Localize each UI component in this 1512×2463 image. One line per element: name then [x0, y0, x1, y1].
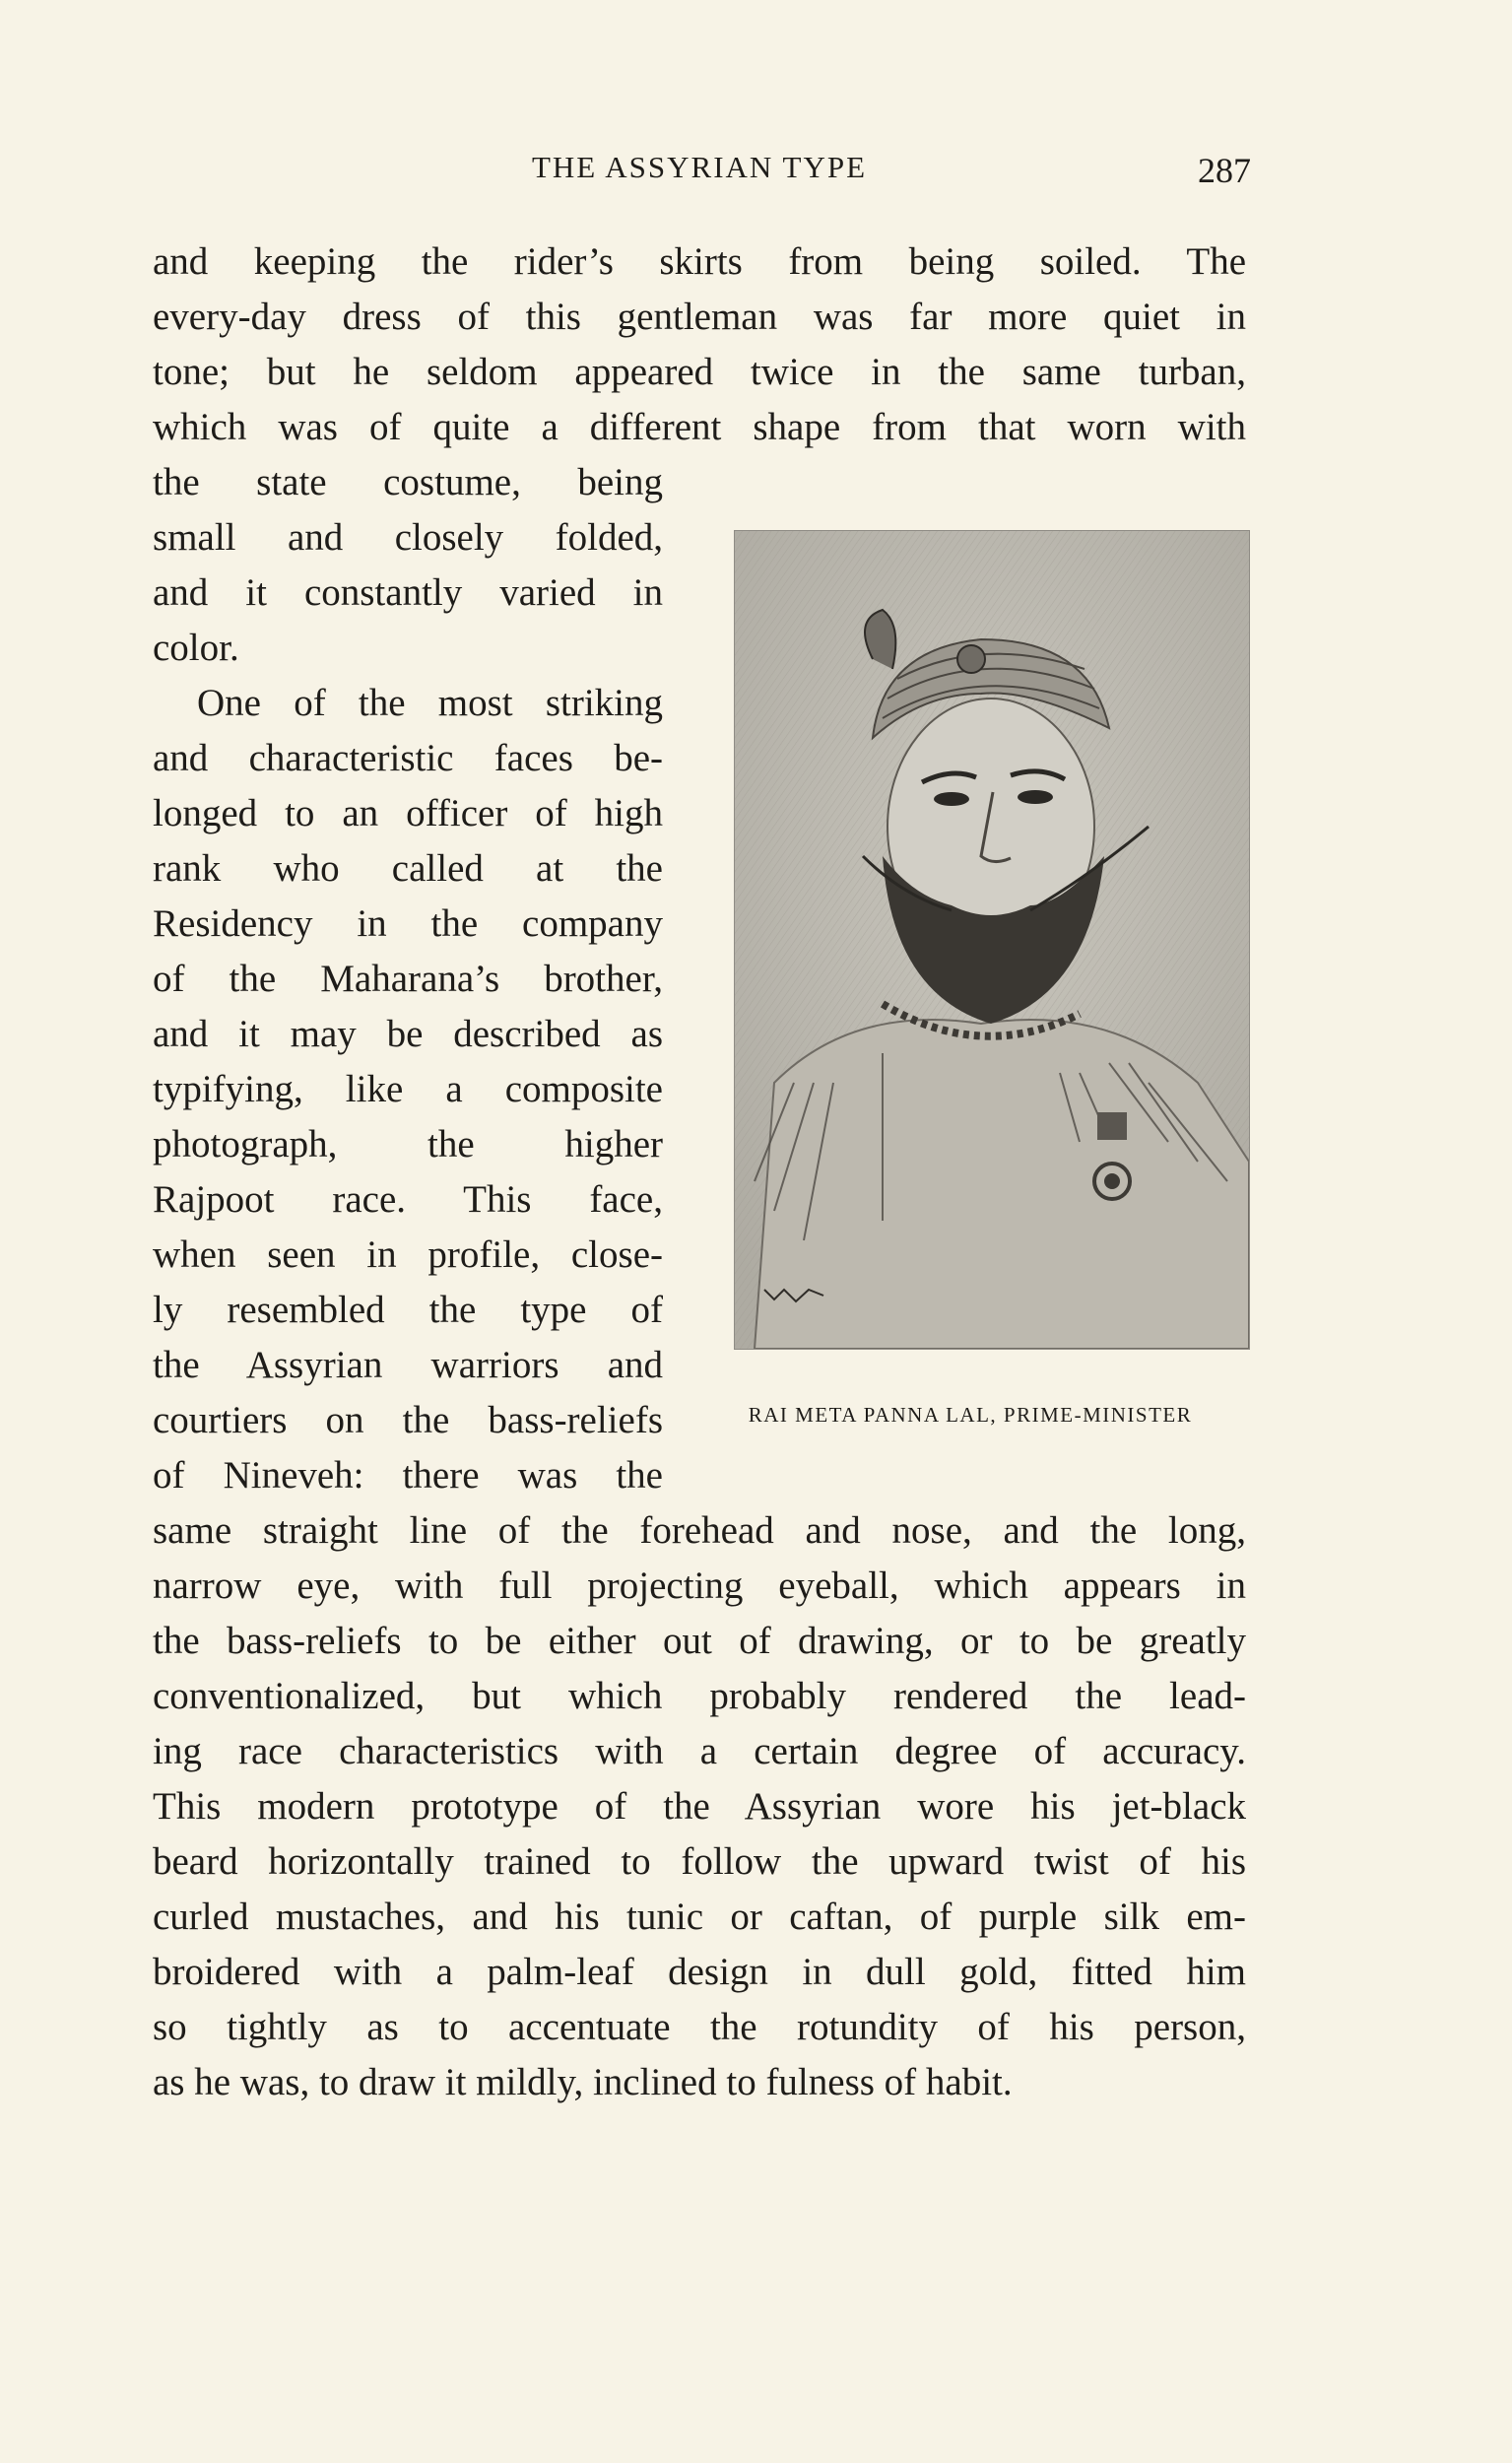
running-head: THE ASSYRIAN TYPE — [531, 150, 868, 184]
text-line: tone; but he seldom appeared twice in the same turban, — [153, 351, 1246, 393]
text-line: longed to an officer of high — [153, 792, 663, 834]
text-line: curled mustaches, and his tunic or caftan, of purple silk em- — [153, 1896, 1246, 1938]
text-line: the bass-reliefs to be either out of drawing, or to be greatly — [153, 1620, 1246, 1662]
text-line: rank who called at the — [153, 847, 663, 890]
text-line: same straight line of the forehead and nose, and the long, — [153, 1509, 1246, 1552]
text-line: so tightly as to accentuate the rotundity of his person, — [153, 2006, 1246, 2048]
text-line: ing race characteristics with a certain degree of accuracy. — [153, 1730, 1246, 1772]
text-line: narrow eye, with full projecting eyeball, which appears in — [153, 1564, 1246, 1607]
text-line: beard horizontally trained to follow the upward twist of his — [153, 1840, 1246, 1883]
text-line: courtiers on the bass-reliefs — [153, 1399, 663, 1441]
portrait-illustration — [734, 530, 1250, 1350]
text-line: of the Maharana’s brother, — [153, 958, 663, 1000]
text-line: and keeping the rider’s skirts from being soiled. The — [153, 240, 1246, 283]
text-line: of Nineveh: there was the — [153, 1454, 663, 1497]
text-line: color. — [153, 627, 239, 669]
figure-caption: RAI META PANNA LAL, PRIME-MINISTER — [748, 1403, 1193, 1427]
text-line: which was of quite a different shape from that worn with — [153, 406, 1246, 448]
text-line: One of the most striking — [197, 682, 663, 724]
text-line: the Assyrian warriors and — [153, 1344, 663, 1386]
text-line: Rajpoot race. This face, — [153, 1178, 663, 1221]
page-number: 287 — [1198, 151, 1251, 190]
text-line: Residency in the company — [153, 902, 663, 945]
text-line: and characteristic faces be- — [153, 737, 663, 779]
text-line: ly resembled the type of — [153, 1289, 663, 1331]
text-line: and it may be described as — [153, 1013, 663, 1055]
text-line: photograph, the higher — [153, 1123, 663, 1165]
text-line: the state costume, being — [153, 461, 663, 503]
text-line: conventionalized, but which probably rendered the lead- — [153, 1675, 1246, 1717]
text-line: typifying, like a composite — [153, 1068, 663, 1110]
text-line: broidered with a palm-leaf design in dull gold, fitted him — [153, 1951, 1246, 1993]
page-header — [148, 150, 1251, 199]
text-line: when seen in profile, close- — [153, 1233, 663, 1276]
text-line: every-day dress of this gentleman was far more quiet in — [153, 296, 1246, 338]
text-line: This modern prototype of the Assyrian wore his jet-black — [153, 1785, 1246, 1828]
text-line: as he was, to draw it mildly, inclined to fulness of habit. — [153, 2061, 1013, 2103]
text-line: and it constantly varied in — [153, 571, 663, 614]
text-line: small and closely folded, — [153, 516, 663, 559]
